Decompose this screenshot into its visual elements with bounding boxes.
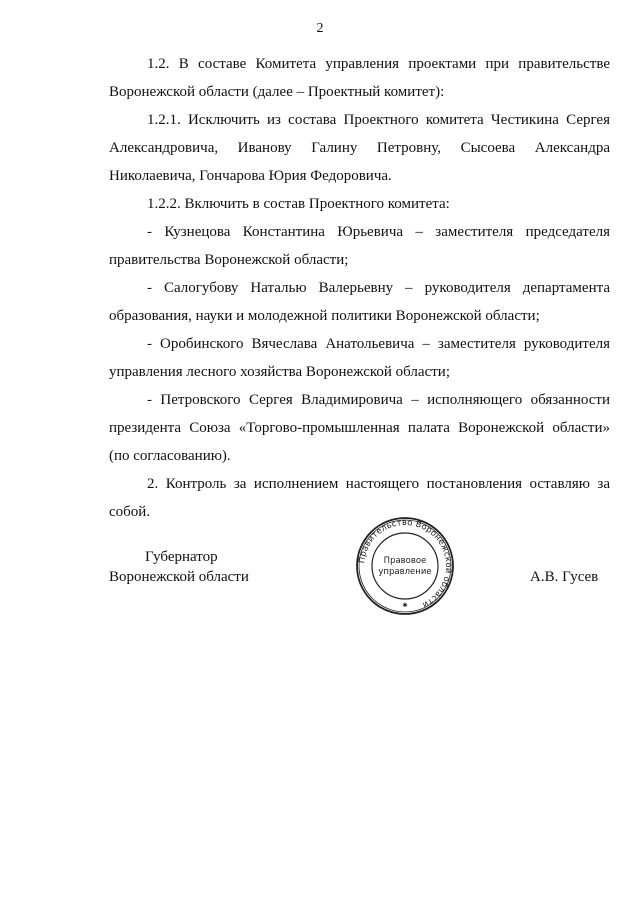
stamp-inner-line1: Правовое (383, 556, 427, 566)
signatory-title (109, 547, 249, 587)
paragraph-2-control: 2. Контроль за исполнением настоящего постановления оставляю за собой. (109, 476, 610, 520)
stamp-outer-text: Правительство Воронежской области (356, 516, 455, 611)
signatory-position: Губернатор (145, 549, 218, 565)
signatory-name: А.В. Гусев (530, 569, 599, 585)
svg-text:✱: ✱ (402, 602, 408, 609)
paragraph-1-2-2: 1.2.2. Включить в состав Проектного комитета: (147, 196, 450, 212)
list-item-orobinsky: - Оробинского Вячеслава Анатольевича – заместителя руководителя управления лесного хозяйства Воронежской области; (109, 336, 610, 380)
list-item-kuznetsov: - Кузнецова Константина Юрьевича – заместителя председателя правительства Воронежской области; (109, 224, 610, 268)
paragraph-1-2: 1.2. В составе Комитета управления проектами при правительстве Воронежской области (далее – Проектный комитет): (109, 56, 610, 100)
list-item-salogubova: - Салогубову Наталью Валерьевну – руководителя департамента образования, науки и молодежной политики Воронежской области; (109, 280, 610, 324)
page-number: 2 (316, 21, 324, 36)
paragraph-1-2-1: 1.2.1. Исключить из состава Проектного комитета Честикина Сергея Александровича, Иванову Галину Петровну, Сысоева Александра Николаевича, Гончарова Юрия Федоровича. (109, 112, 610, 184)
official-stamp (355, 516, 455, 616)
document-body (109, 50, 610, 526)
signatory-region: Воронежской области (109, 569, 249, 585)
stamp-inner-line2: управление (378, 567, 432, 577)
list-item-petrovsky: - Петровского Сергея Владимировича – исполняющего обязанности президента Союза «Торгово-промышленная палата Воронежской области» (по согласованию). (109, 392, 610, 464)
